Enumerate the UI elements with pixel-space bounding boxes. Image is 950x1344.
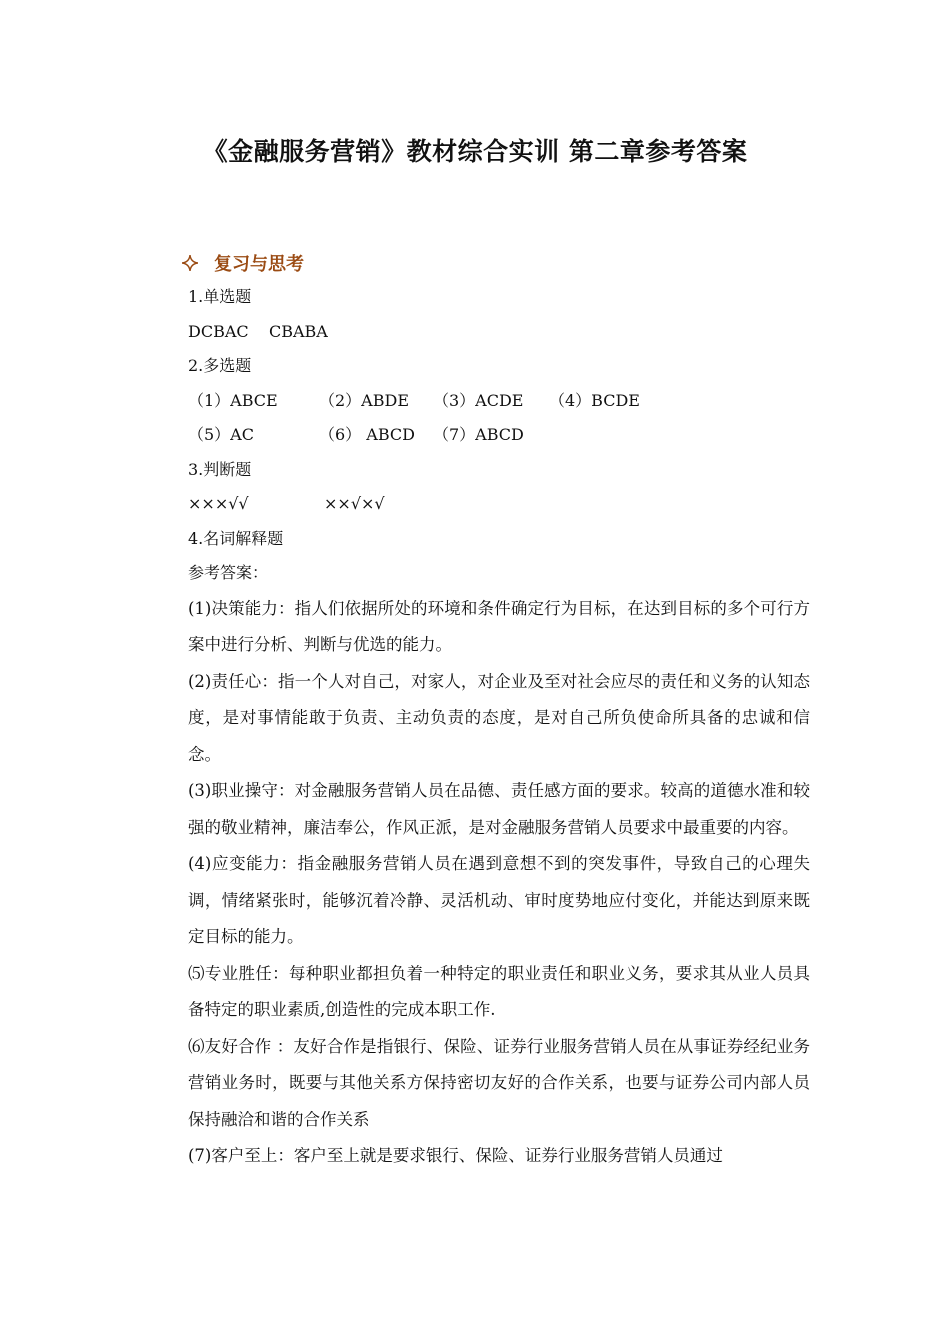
q3-title: 3.判断题	[188, 459, 252, 479]
definition-paragraph: (4)应变能力：指金融服务营销人员在遇到意想不到的突发事件，导致自己的心理失调，情绪紧张时，能够沉着冷静、灵活机动、审时度势地应付变化，并能达到原来既定目标的能力。	[188, 854, 810, 946]
q1-answer: DCBAC CBABA	[188, 321, 328, 341]
definition-paragraph: ⑸专业胜任：每种职业都担负着一种特定的职业责任和职业义务，要求其从业人员具备特定的职业素质,创造性的完成本职工作.	[188, 963, 810, 1019]
q2-answer-row-2	[188, 418, 810, 453]
q1-title: 1.单选题	[188, 287, 252, 306]
q3-answer-group-1: ×××√√	[188, 494, 249, 513]
q2-answer-4: （4）BCDE	[549, 390, 640, 410]
q2-answer-3: （3）ACDE	[433, 390, 524, 410]
definition-paragraph: (1)决策能力：指人们依据所处的环境和条件确定行为目标，在达到目标的多个可行方案中进行分析、判断与优选的能力。	[188, 598, 810, 654]
q2-title: 2.多选题	[188, 356, 252, 375]
q4-intro: 参考答案：	[188, 563, 269, 582]
q2-answer-5: （5）AC	[188, 425, 254, 444]
q2-answer-6: （6） ABCD	[319, 425, 415, 444]
page-title: 《金融服务营销》教材综合实训 第二章参考答案	[202, 137, 748, 166]
document-body	[188, 246, 810, 1175]
section-heading	[182, 246, 810, 280]
q2-answer-2: （2）ABDE	[319, 390, 410, 410]
q2-answer-7: （7）ABCD	[433, 425, 524, 444]
definition-paragraph: (7)客户至上：客户至上就是要求银行、保险、证券行业服务营销人员通过	[188, 1146, 723, 1165]
q2-answer-row-1	[188, 384, 810, 419]
four-point-star-icon	[182, 255, 198, 271]
definition-paragraph: (2)责任心：指一个人对自己，对家人，对企业及至对社会应尽的责任和义务的认知态度，是对事情能敢于负责、主动负责的态度，是对自己所负使命所具备的忠诚和信念。	[188, 671, 810, 764]
definition-paragraph: ⑹友好合作 ：友好合作是指银行、保险、证券行业服务营销人员在从事证券经纪业务营销业务时，既要与其他关系方保持密切友好的合作关系，也要与证券公司内部人员保持融洽和谐的合作关系	[188, 1036, 810, 1129]
q3-answer	[188, 487, 810, 522]
section-label: 复习与思考	[214, 254, 304, 275]
definition-paragraph: (3)职业操守：对金融服务营销人员在品德、责任感方面的要求。较高的道德水准和较强的敬业精神，廉洁奉公，作风正派，是对金融服务营销人员要求中最重要的内容。	[188, 781, 810, 837]
q2-answer-1: （1）ABCE	[188, 390, 278, 410]
q3-answer-group-2: ××√×√	[324, 494, 385, 513]
q4-title: 4.名词解释题	[188, 528, 284, 548]
